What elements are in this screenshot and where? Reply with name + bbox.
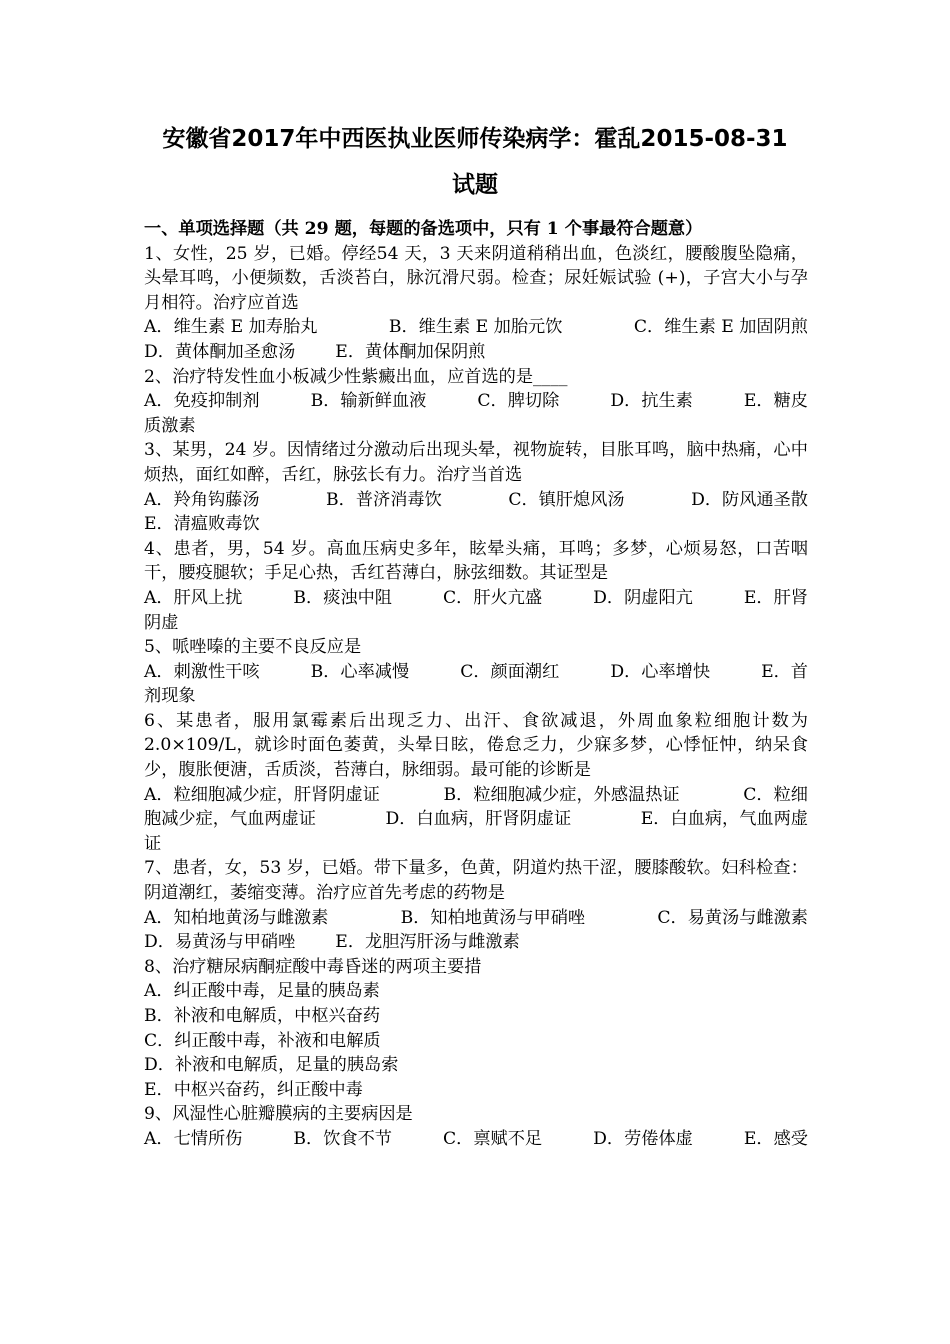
option: B．维生素 E 加胎元饮 <box>388 317 563 338</box>
option: B．普济消毒饮 <box>326 489 442 510</box>
document-title <box>100 116 850 208</box>
question-7 <box>144 856 808 954</box>
options-row <box>144 389 808 414</box>
option: C．肝火亢盛 <box>443 587 543 608</box>
option: E．中枢兴奋药，纠正酸中毒 <box>144 1079 363 1100</box>
question-stem: 5、哌唑嗪的主要不良反应是 <box>144 637 362 658</box>
option: A．知柏地黄汤与雌激素 <box>144 907 329 928</box>
option: D．抗生素 <box>610 391 693 412</box>
option: C．易黄汤与雌激素 <box>657 907 808 928</box>
option: D．白血病，肝肾阴虚证 <box>385 809 572 830</box>
question-2 <box>144 365 808 439</box>
option-continuation: 剂现象 <box>144 686 196 707</box>
option: B．心率减慢 <box>310 661 410 682</box>
option: E．黄体酮加保阴煎 <box>335 341 486 362</box>
title-line-1: 安徽省2017年中西医执业医师传染病学：霍乱2015-08-31 <box>162 126 788 152</box>
options-row <box>144 1127 808 1152</box>
option: D．易黄汤与甲硝唑 <box>144 932 296 953</box>
options-row <box>144 783 808 808</box>
option: E．肝肾 <box>743 587 808 608</box>
option: A．免疫抑制剂 <box>144 391 260 412</box>
options-row <box>144 488 808 513</box>
option: C．颜面潮红 <box>460 661 560 682</box>
question-stem: 3、某男，24 岁。因情绪过分激动后出现头晕，视物旋转，目胀耳鸣，脑中热痛，心中烦热，面红如醉，舌红，脉弦长有力。治疗当首选 <box>144 440 808 485</box>
option: B．输新鲜血液 <box>310 391 427 412</box>
option: B．补液和电解质，中枢兴奋药 <box>144 1006 381 1026</box>
option: D．劳倦体虚 <box>593 1128 693 1149</box>
option: 胞减少症，气血两虚证 <box>144 809 316 830</box>
option: D．补液和电解质，足量的胰岛索 <box>144 1055 399 1076</box>
options-row <box>144 930 808 955</box>
option: C．禀赋不足 <box>443 1128 543 1149</box>
option: C．粒细 <box>743 784 808 805</box>
options-row <box>144 315 808 340</box>
option: E．清瘟败毒饮 <box>144 514 260 535</box>
option: B．知柏地黄汤与甲硝唑 <box>400 907 586 928</box>
option: B．饮食不节 <box>293 1128 392 1149</box>
option: A．羚角钩藤汤 <box>144 489 260 510</box>
question-8 <box>144 955 808 1103</box>
option-continuation: 证 <box>144 833 162 854</box>
option: E．糖皮 <box>743 391 808 412</box>
title-line-2: 试题 <box>452 172 498 198</box>
document-body <box>144 217 808 1152</box>
options-row <box>144 807 808 832</box>
option: A．刺激性干咳 <box>144 661 260 682</box>
options-row <box>144 660 808 685</box>
option: D．黄体酮加圣愈汤 <box>144 341 296 362</box>
question-stem: 8、治疗糖尿病酮症酸中毒昏迷的两项主要措 <box>144 956 482 977</box>
option: C．镇肝熄风汤 <box>508 489 625 510</box>
option: A．纠正酸中毒，足量的胰岛素 <box>144 981 380 1002</box>
option: C．脾切除 <box>477 391 560 412</box>
question-4 <box>144 537 808 635</box>
option: A．肝风上扰 <box>144 587 243 608</box>
question-stem: 9、风湿性心脏瓣膜病的主要病因是 <box>144 1104 413 1125</box>
question-3 <box>144 438 808 536</box>
option: E．龙胆泻肝汤与雌激素 <box>335 932 520 953</box>
question-stem: 1、女性，25 岁，已婚。停经54 天，3 天来阴道稍稍出血，色淡红，腰酸腹坠隐痛，头晕耳鸣，小便频数，舌淡苔白，脉沉滑尺弱。检查；尿妊娠试验 (+)，子宫大小与孕月相符。治疗应首选 <box>144 243 808 313</box>
question-5 <box>144 635 808 709</box>
question-9 <box>144 1102 808 1151</box>
option: A．粒细胞减少症，肝肾阴虚证 <box>144 784 380 805</box>
option-continuation: 质激素 <box>144 415 196 436</box>
section-heading: 一、单项选择题（共 29 题，每题的备选项中，只有 1 个事最符合题意） <box>144 219 703 239</box>
option: E．白血病，气血两虚 <box>640 809 808 830</box>
option: B．痰浊中阻 <box>293 587 392 608</box>
option: D．阴虚阳亢 <box>593 587 693 608</box>
option-continuation: 阴虚 <box>144 612 179 633</box>
option: A．七情所伤 <box>144 1128 243 1149</box>
options-row <box>144 586 808 611</box>
option: A．维生素 E 加寿胎丸 <box>144 317 318 338</box>
options-row <box>144 340 808 365</box>
question-stem: 6、某患者，服用氯霉素后出现乏力、出汗、食欲减退，外周血象粒细胞计数为2.0×109/L，就诊时面色萎黄，头晕日眩，倦怠乏力，少寐多梦，心悸怔忡，纳呆食少，腹胀便溏，舌质淡，苔薄白，脉细弱。最可能的诊断是 <box>144 710 808 781</box>
option: C．纠正酸中毒，补液和电解质 <box>144 1030 381 1051</box>
option: D．防风通圣散 <box>691 489 808 510</box>
option: C．维生素 E 加固阴煎 <box>633 317 808 338</box>
option: E．感受 <box>743 1128 808 1149</box>
question-6 <box>144 709 808 857</box>
question-stem: 7、患者，女，53 岁，已婚。带下量多，色黄，阴道灼热干涩，腰膝酸软。妇科检查：阴道潮红，萎缩变薄。治疗应首先考虑的药物是 <box>144 858 808 904</box>
question-1 <box>144 242 808 365</box>
options-row <box>144 906 808 931</box>
option: B．粒细胞减少症，外感温热证 <box>443 784 680 805</box>
question-stem: 4、患者，男，54 岁。高血压病史多年，眩晕头痛，耳鸣；多梦，心烦易怒，口苦咽干，腰疫腿软；手足心热，舌红苔薄白，脉弦细数。其证型是 <box>144 538 808 584</box>
option: D．心率增快 <box>610 661 711 682</box>
question-stem: 2、治疗特发性血小板减少性紫癜出血，应首选的是____ <box>144 366 568 387</box>
option: E．首 <box>761 661 808 682</box>
